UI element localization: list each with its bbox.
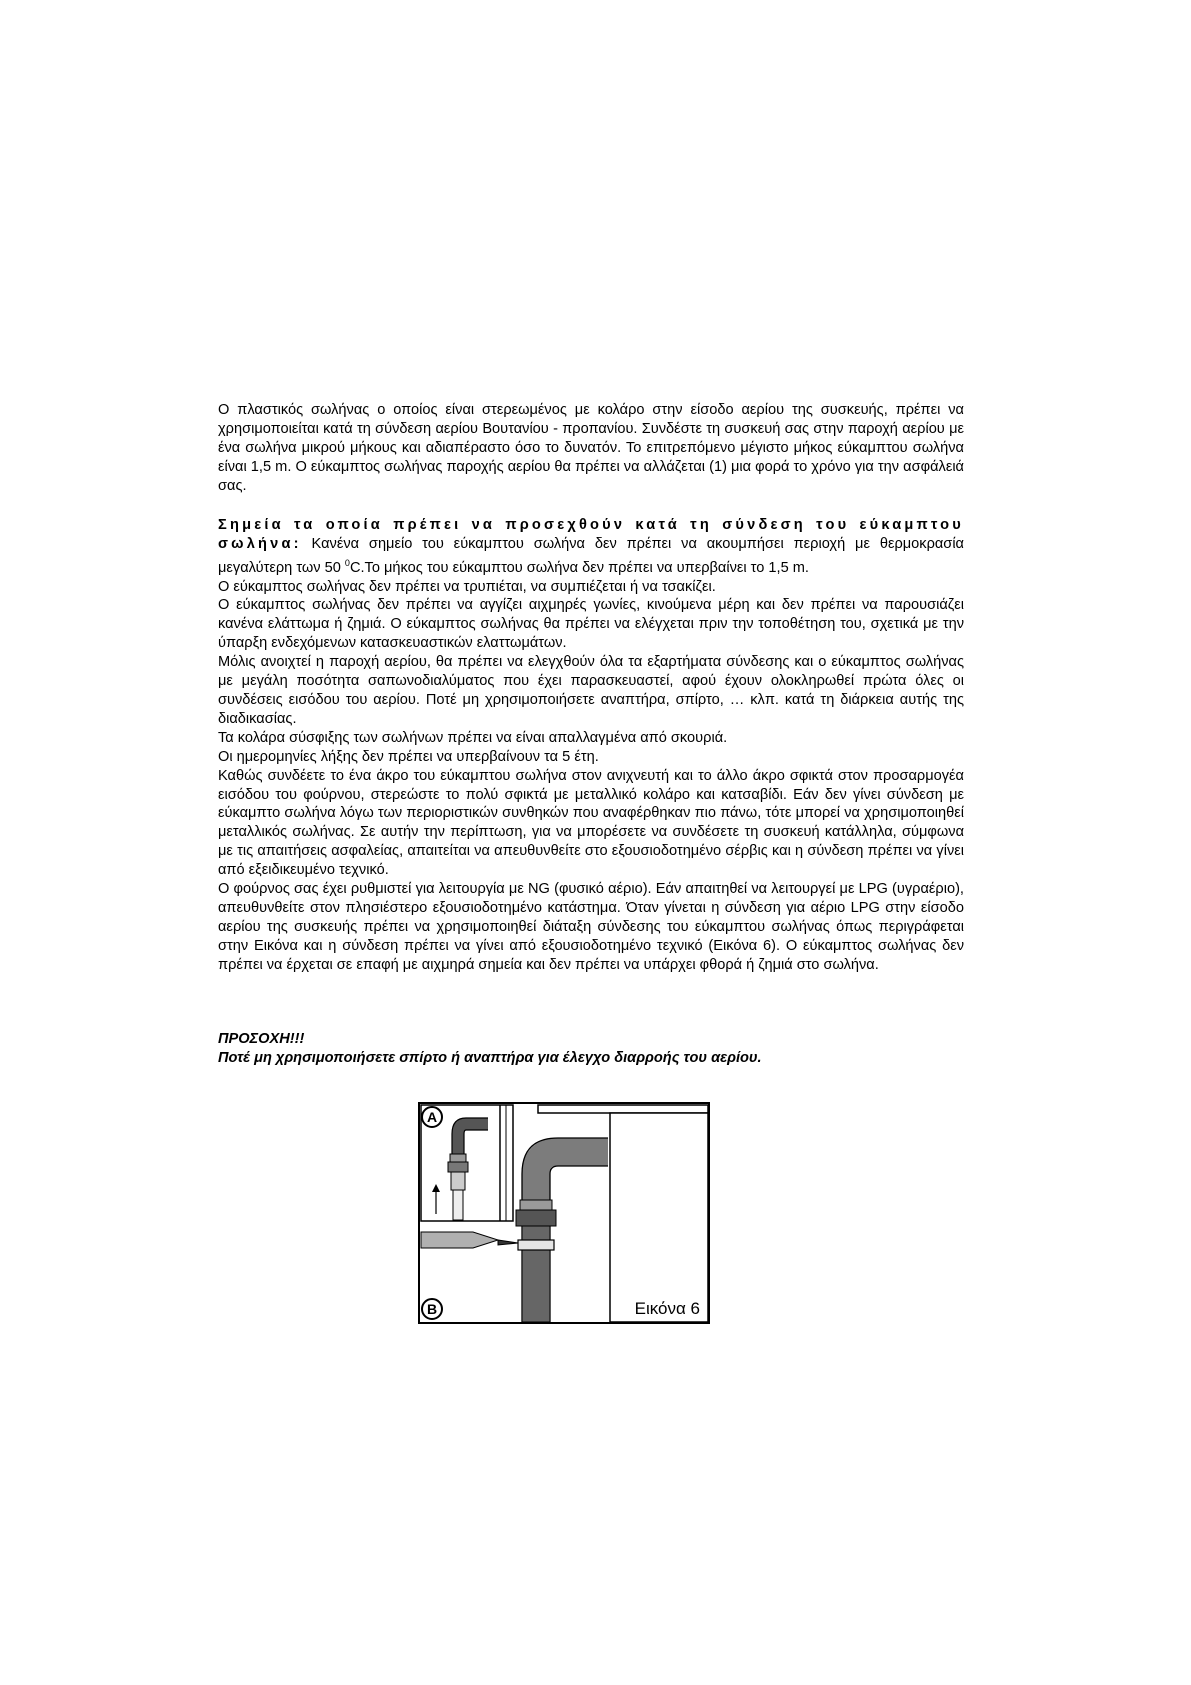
figure-6-illustration (418, 1102, 710, 1324)
points-paragraph: Οι ημερομηνίες λήξης δεν πρέπει να υπερβαίνουν τα 5 έτη. (218, 748, 599, 765)
points-paragraph: Ο εύκαμπτος σωλήνας δεν πρέπει να αγγίζει αιχμηρές γωνίες, κινούμενα μέρη και δεν πρέπει να παρουσιάζει κανένα ελάττωμα ή ζημιά. Ο εύκαμπτος σωλήνας θα πρέπει να ελέγχεται πριν την τοποθέτηση του, σχετικά με την ύπαρξη ενδεχόμενων κατασκευαστικών ελαττωμάτων. (218, 597, 964, 652)
points-heading: Σημεία τα οποία πρέπει να προσεχθούν κατά τη σύνδεση του εύκαμπτου σωλήνα: (218, 517, 964, 552)
points-paragraph: Τα κολάρα σύσφιξης των σωλήνων πρέπει να είναι απαλλαγμένα από σκουριά. (218, 729, 728, 746)
warning-section (218, 1030, 964, 1068)
intro-section (218, 401, 964, 496)
connection-points-section (218, 516, 964, 975)
warning-title: ΠΡΟΣΟΧΗ!!! (218, 1031, 305, 1047)
points-paragraph: Ο εύκαμπτος σωλήνας δεν πρέπει να τρυπιέται, να συμπιέζεται ή να τσακίζει. (218, 578, 716, 595)
points-paragraph: Μόλις ανοιχτεί η παροχή αερίου, θα πρέπει να ελεγχθούν όλα τα εξαρτήματα σύνδεσης και ο εύκαμπτος σωλήνας με μεγάλη ποσότητα σαπωνοδιαλύματος που έχει παρασκευαστεί, αφού έχουν ολοκληρωθεί πρώτα όλες οι συνδέσεις εισόδου του αερίου. Ποτέ μη χρησιμοποιήσετε αναπτήρα, σπίρτο, … κλπ. κατά τη διάρκεια αυτής της διαδικασίας. (218, 654, 964, 727)
figure-caption: Εικόνα 6 (634, 1299, 700, 1318)
points-paragraph: Καθώς συνδέετε το ένα άκρο του εύκαμπτου σωλήνα στον ανιχνευτή και το άλλο άκρο σφικτά στον προσαρμογέα εισόδου του φούρνου, στερεώστε το πολύ σφικτά με μεταλλικό κολάρο και κατσαβίδι. Εάν δεν γίνει σύνδεση με εύκαμπτο σωλήνα λόγω των περιοριστικών συνθηκών που αναφέρθηκαν πιο πάνω, τότε μπορεί να χρησιμοποιηθεί μεταλλικός σωλήνας. Σε αυτήν την περίπτωση, για να μπορέσετε να συνδέσετε τη συσκευή κατάλληλα, σύμφωνα με τις απαιτήσεις ασφαλείας, απαιτείται να απευθυνθείτε στο εξουσιοδοτημένο σέρβις και η σύνδεση πρέπει να γίνει από εξειδικευμένο τεχνικό. (218, 767, 964, 879)
points-paragraph: Ο φούρνος σας έχει ρυθμιστεί για λειτουργία με NG (φυσικό αέριο). Εάν απαιτηθεί να λειτουργεί με LPG (υγραέριο), απευθυνθείτε στον πλησιέστερο εξουσιοδοτημένο κατάστημα. Όταν γίνεται η σύνδεση για αέριο LPG στην είσοδο αερίου της συσκευής πρέπει να χρησιμοποιηθεί διάταξη σύνδεσης του εύκαμπτου σωλήνας όπως περιγράφεται στην Εικόνα και η σύνδεση πρέπει να γίνει από εξουσιοδοτημένο τεχνικό (Εικόνα 6). Ο εύκαμπτος σωλήνας δεν πρέπει να έρχεται σε επαφή με αιχμηρά σημεία και δεν πρέπει να υπάρχει φθορά ή ζημιά στο σωλήνα. (218, 881, 964, 973)
points-first-text-b: C.Το μήκος του εύκαμπτου σωλήνα δεν πρέπει να υπερβαίνει το 1,5 m. (349, 559, 809, 576)
figure-label-a: A (426, 1109, 438, 1125)
warning-text: Ποτέ μη χρησιμοποιήσετε σπίρτο ή αναπτήρα για έλεγχο διαρροής του αερίου. (218, 1049, 762, 1066)
figure-label-b: B (426, 1301, 438, 1317)
figure-6 (418, 1102, 710, 1324)
degree-mark: 0 (344, 557, 350, 568)
intro-paragraph: Ο πλαστικός σωλήνας ο οποίος είναι στερεωμένος με κολάρο στην είσοδο αερίου της συσκευής, πρέπει να χρησιμοποιείται κατά τη σύνδεση αερίου Βουτανίου - προπανίου. Συνδέστε τη συσκευή σας στην παροχή αερίου με ένα σωλήνα μικρού μήκους και αδιαπέραστο όσο το δυνατόν. Το επιτρεπόμενο μέγιστο μήκος εύκαμπτου σωλήνα είναι 1,5 m. Ο εύκαμπτος σωλήνας παροχής αερίου θα πρέπει να αλλάζεται (1) μια φορά το χρόνο για την ασφάλειά σας. (218, 402, 964, 494)
points-first-paragraph (218, 516, 964, 578)
points-first-text-a: Κανένα σημείο του εύκαμπτου σωλήνα δεν πρέπει να ακουμπήσει περιοχή με θερμοκρασία μεγαλύτερη των 50 (218, 535, 964, 576)
